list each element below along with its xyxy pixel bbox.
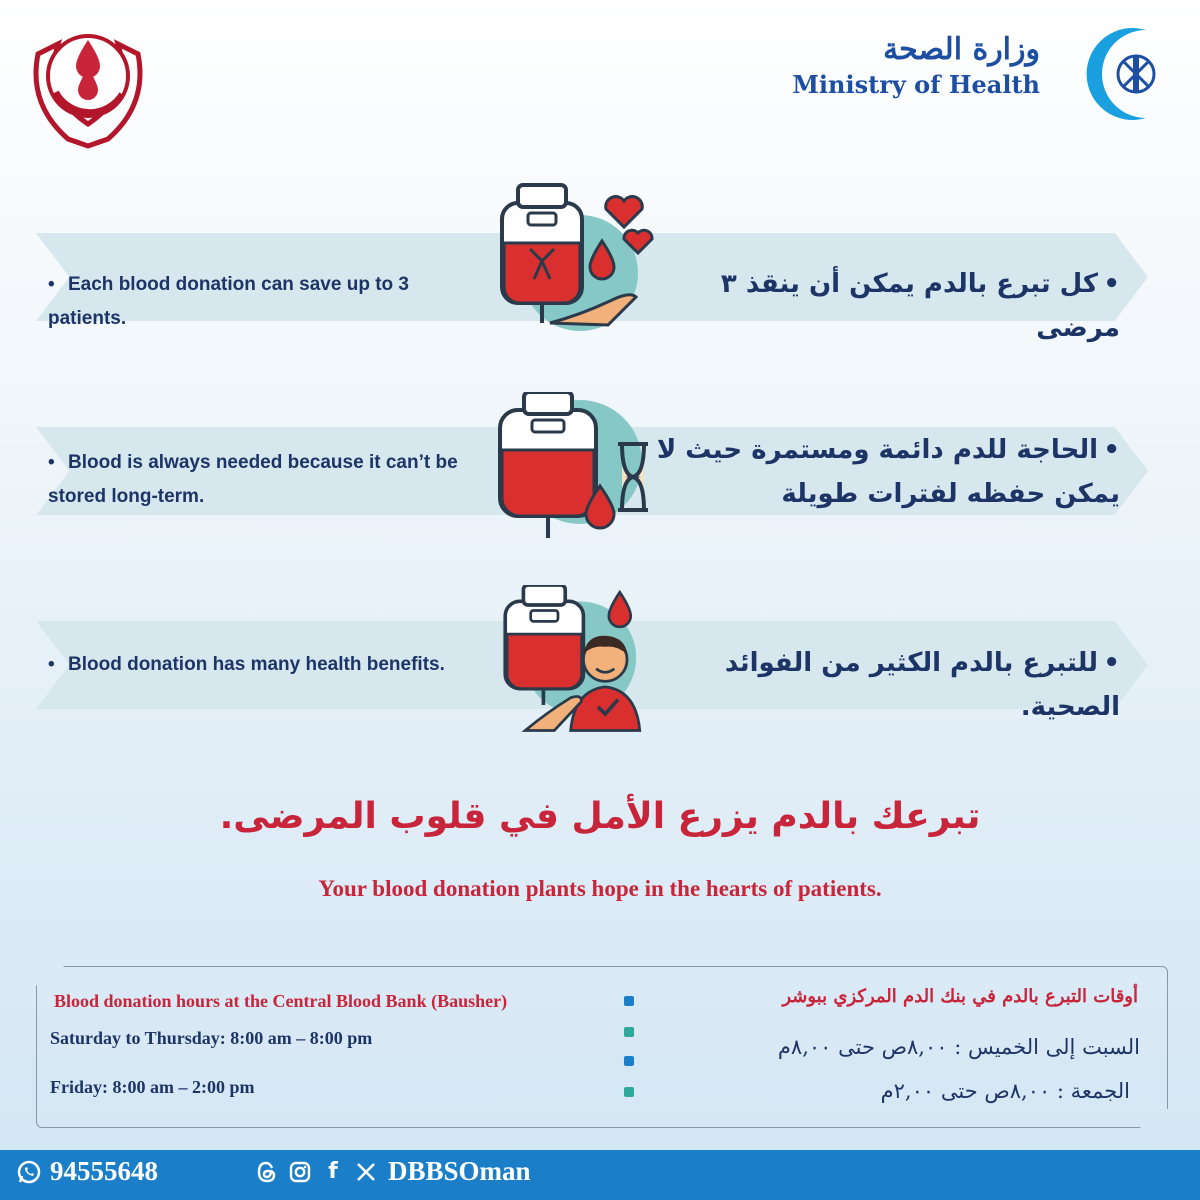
footer-bar (0, 1150, 1200, 1200)
ministry-name-en: Ministry of Health (792, 70, 1040, 99)
fact-2-en-text: Blood is always needed because it can’t be stored long-term. (48, 452, 458, 507)
crescent-emblem-icon (1086, 26, 1174, 122)
fact-2-en: • Blood is always needed because it can’t be stored long-term. (48, 452, 458, 507)
slogan-en: Your blood donation plants hope in the hearts of patients. (318, 876, 882, 901)
fact-1-en: • Each blood donation can save up to 3 patients. (48, 274, 409, 329)
slogan-ar: تبرعك بالدم يزرع الأمل في قلوب المرضى. (219, 796, 981, 837)
bullet-square (624, 1056, 634, 1066)
phone-number: 94555648 (50, 1156, 158, 1186)
social-handle[interactable]: DBBSOman (388, 1156, 531, 1186)
hours-title-en: Blood donation hours at the Central Blood Bank (Bausher) (54, 991, 508, 1011)
fact-3-ar-text: للتبرع بالدم الكثير من الفوائد الصحية. (724, 648, 1120, 722)
blood-bag-hourglass-icon (490, 392, 665, 542)
fact-3-en-text: Blood donation has many health benefits. (68, 654, 445, 675)
bullet-square (624, 1027, 634, 1037)
x-twitter-icon[interactable] (354, 1160, 378, 1184)
blood-donation-logo (18, 14, 158, 154)
hours-weekdays-ar: السبت إلى الخميس : ٨,٠٠ص حتى ٨,٠٠م (777, 1035, 1140, 1059)
ministry-of-health-logo (792, 22, 1180, 122)
fact-2-ar-text: الحاجة للدم دائمة ومستمرة حيث لا يمكن حفظه لفترات طويلة (656, 435, 1120, 509)
fact-1-en-text: Each blood donation can save up to 3 patients. (48, 274, 409, 329)
fact-2-ar: •الحاجة للدم دائمة ومستمرة حيث لا يمكن حفظه لفترات طويلة (656, 435, 1120, 509)
whatsapp-icon (16, 1159, 42, 1185)
threads-icon[interactable] (256, 1160, 278, 1184)
facebook-icon[interactable]: f (328, 1159, 338, 1184)
social-links (256, 1156, 531, 1187)
hours-title-ar: أوقات التبرع بالدم في بنك الدم المركزي ببوشر (782, 986, 1138, 1007)
bullet-square (624, 1087, 634, 1097)
blood-bag-gift-hearts-icon (490, 183, 665, 333)
instagram-icon[interactable] (288, 1160, 312, 1184)
blood-bag-healthy-person-icon (490, 585, 665, 735)
hours-weekdays-en: Saturday to Thursday: 8:00 am – 8:00 pm (50, 1028, 373, 1048)
hours-friday-en: Friday: 8:00 am – 2:00 pm (50, 1077, 255, 1097)
hours-friday-ar: الجمعة : ٨,٠٠ص حتى ٢,٠٠م (880, 1079, 1130, 1103)
phone-contact[interactable] (16, 1156, 158, 1187)
fact-1-ar: •كل تبرع بالدم يمكن أن ينقذ ٣ مرضى (720, 269, 1120, 343)
fact-1-ar-text: كل تبرع بالدم يمكن أن ينقذ ٣ مرضى (720, 269, 1120, 343)
bullet-square (624, 996, 634, 1006)
fact-3-ar: •للتبرع بالدم الكثير من الفوائد الصحية. (724, 648, 1120, 722)
ministry-name-ar: وزارة الصحة (883, 32, 1040, 67)
fact-3-en: • Blood donation has many health benefits. (48, 654, 445, 675)
